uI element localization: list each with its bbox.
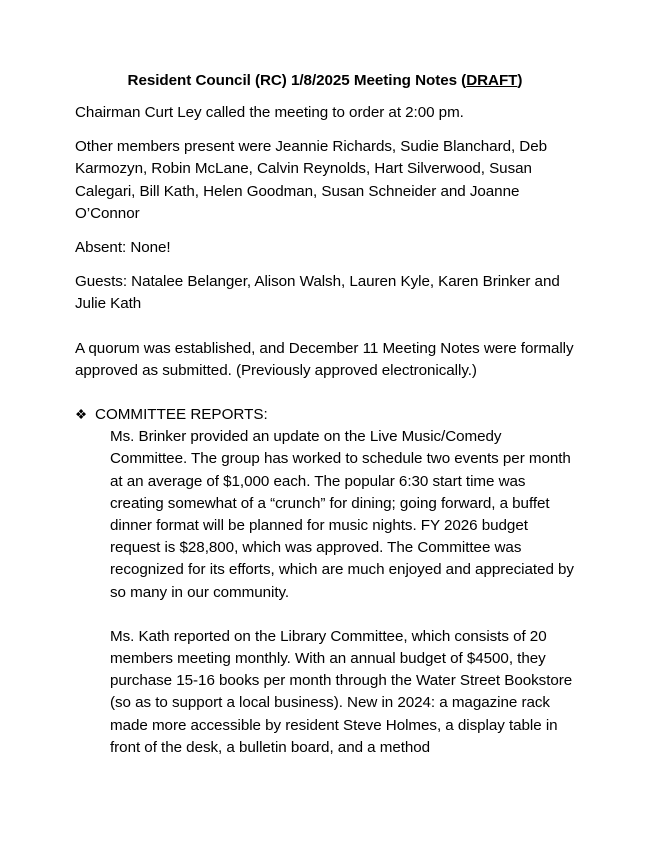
paragraph-quorum: A quorum was established, and December 11 Meeting Notes were formally approved as submitted. (Previously approved electronically.) [75,339,574,379]
paragraph-spacer [75,225,575,237]
committee-report-live-music-comedy: Ms. Brinker provided an update on the Live Music/Comedy Committee. The group has worked to schedule two events per month at an average of $1,000 each. The popular 6:30 start time was creating somewhat of a “crunch” for dining; going forward, a buffet dinner format will be planned for music nights. FY 2026 budget request is $28,800, which was approved. The Committee was recognized for its efforts, which are much enjoyed and appreciated by so many in our community. [110,428,574,601]
paragraph-guests: Guests: Natalee Belanger, Alison Walsh, Lauren Kyle, Karen Brinker and Julie Kath [75,273,560,313]
paragraph-spacer [75,316,575,338]
document-title [75,70,575,92]
diamond-bullet-icon: ❖ [75,407,88,423]
committee-report-library: Ms. Kath reported on the Library Committee, which consists of 20 members meeting monthly. With an annual budget of $4500, they purchase 15-16 books per month through the Water Street Bookstore (so as to support a local business). New in 2024: a magazine rack made more accessible by resident Steve Holmes, a display table in front of the desk, a bulletin board, and a method [110,627,573,756]
paragraph-spacer [75,259,575,271]
paragraph-call-to-order: Chairman Curt Ley called the meeting to order at 2:00 pm. [75,104,464,121]
committee-reports-heading-item [75,404,575,426]
paragraph-spacer [75,604,575,626]
paragraph-spacer [75,382,575,404]
paragraph-members-present: Other members present were Jeannie Richards, Sudie Blanchard, Deb Karmozyn, Robin McLane, Calvin Reynolds, Hart Silverwood, Susan Calegari, Bill Kath, Helen Goodman, Susan Schneider and Joanne O’Connor [75,138,548,222]
document-title-draft-label: DRAFT [466,72,518,89]
document-title-suffix: ) [517,72,523,89]
committee-reports-heading-label: COMMITTEE REPORTS: [95,406,268,424]
document-body [75,70,575,759]
document-title-prefix: Resident Council (RC) 1/8/2025 Meeting Notes ( [127,72,467,89]
paragraph-absent: Absent: None! [75,239,171,257]
paragraph-spacer [75,124,575,136]
